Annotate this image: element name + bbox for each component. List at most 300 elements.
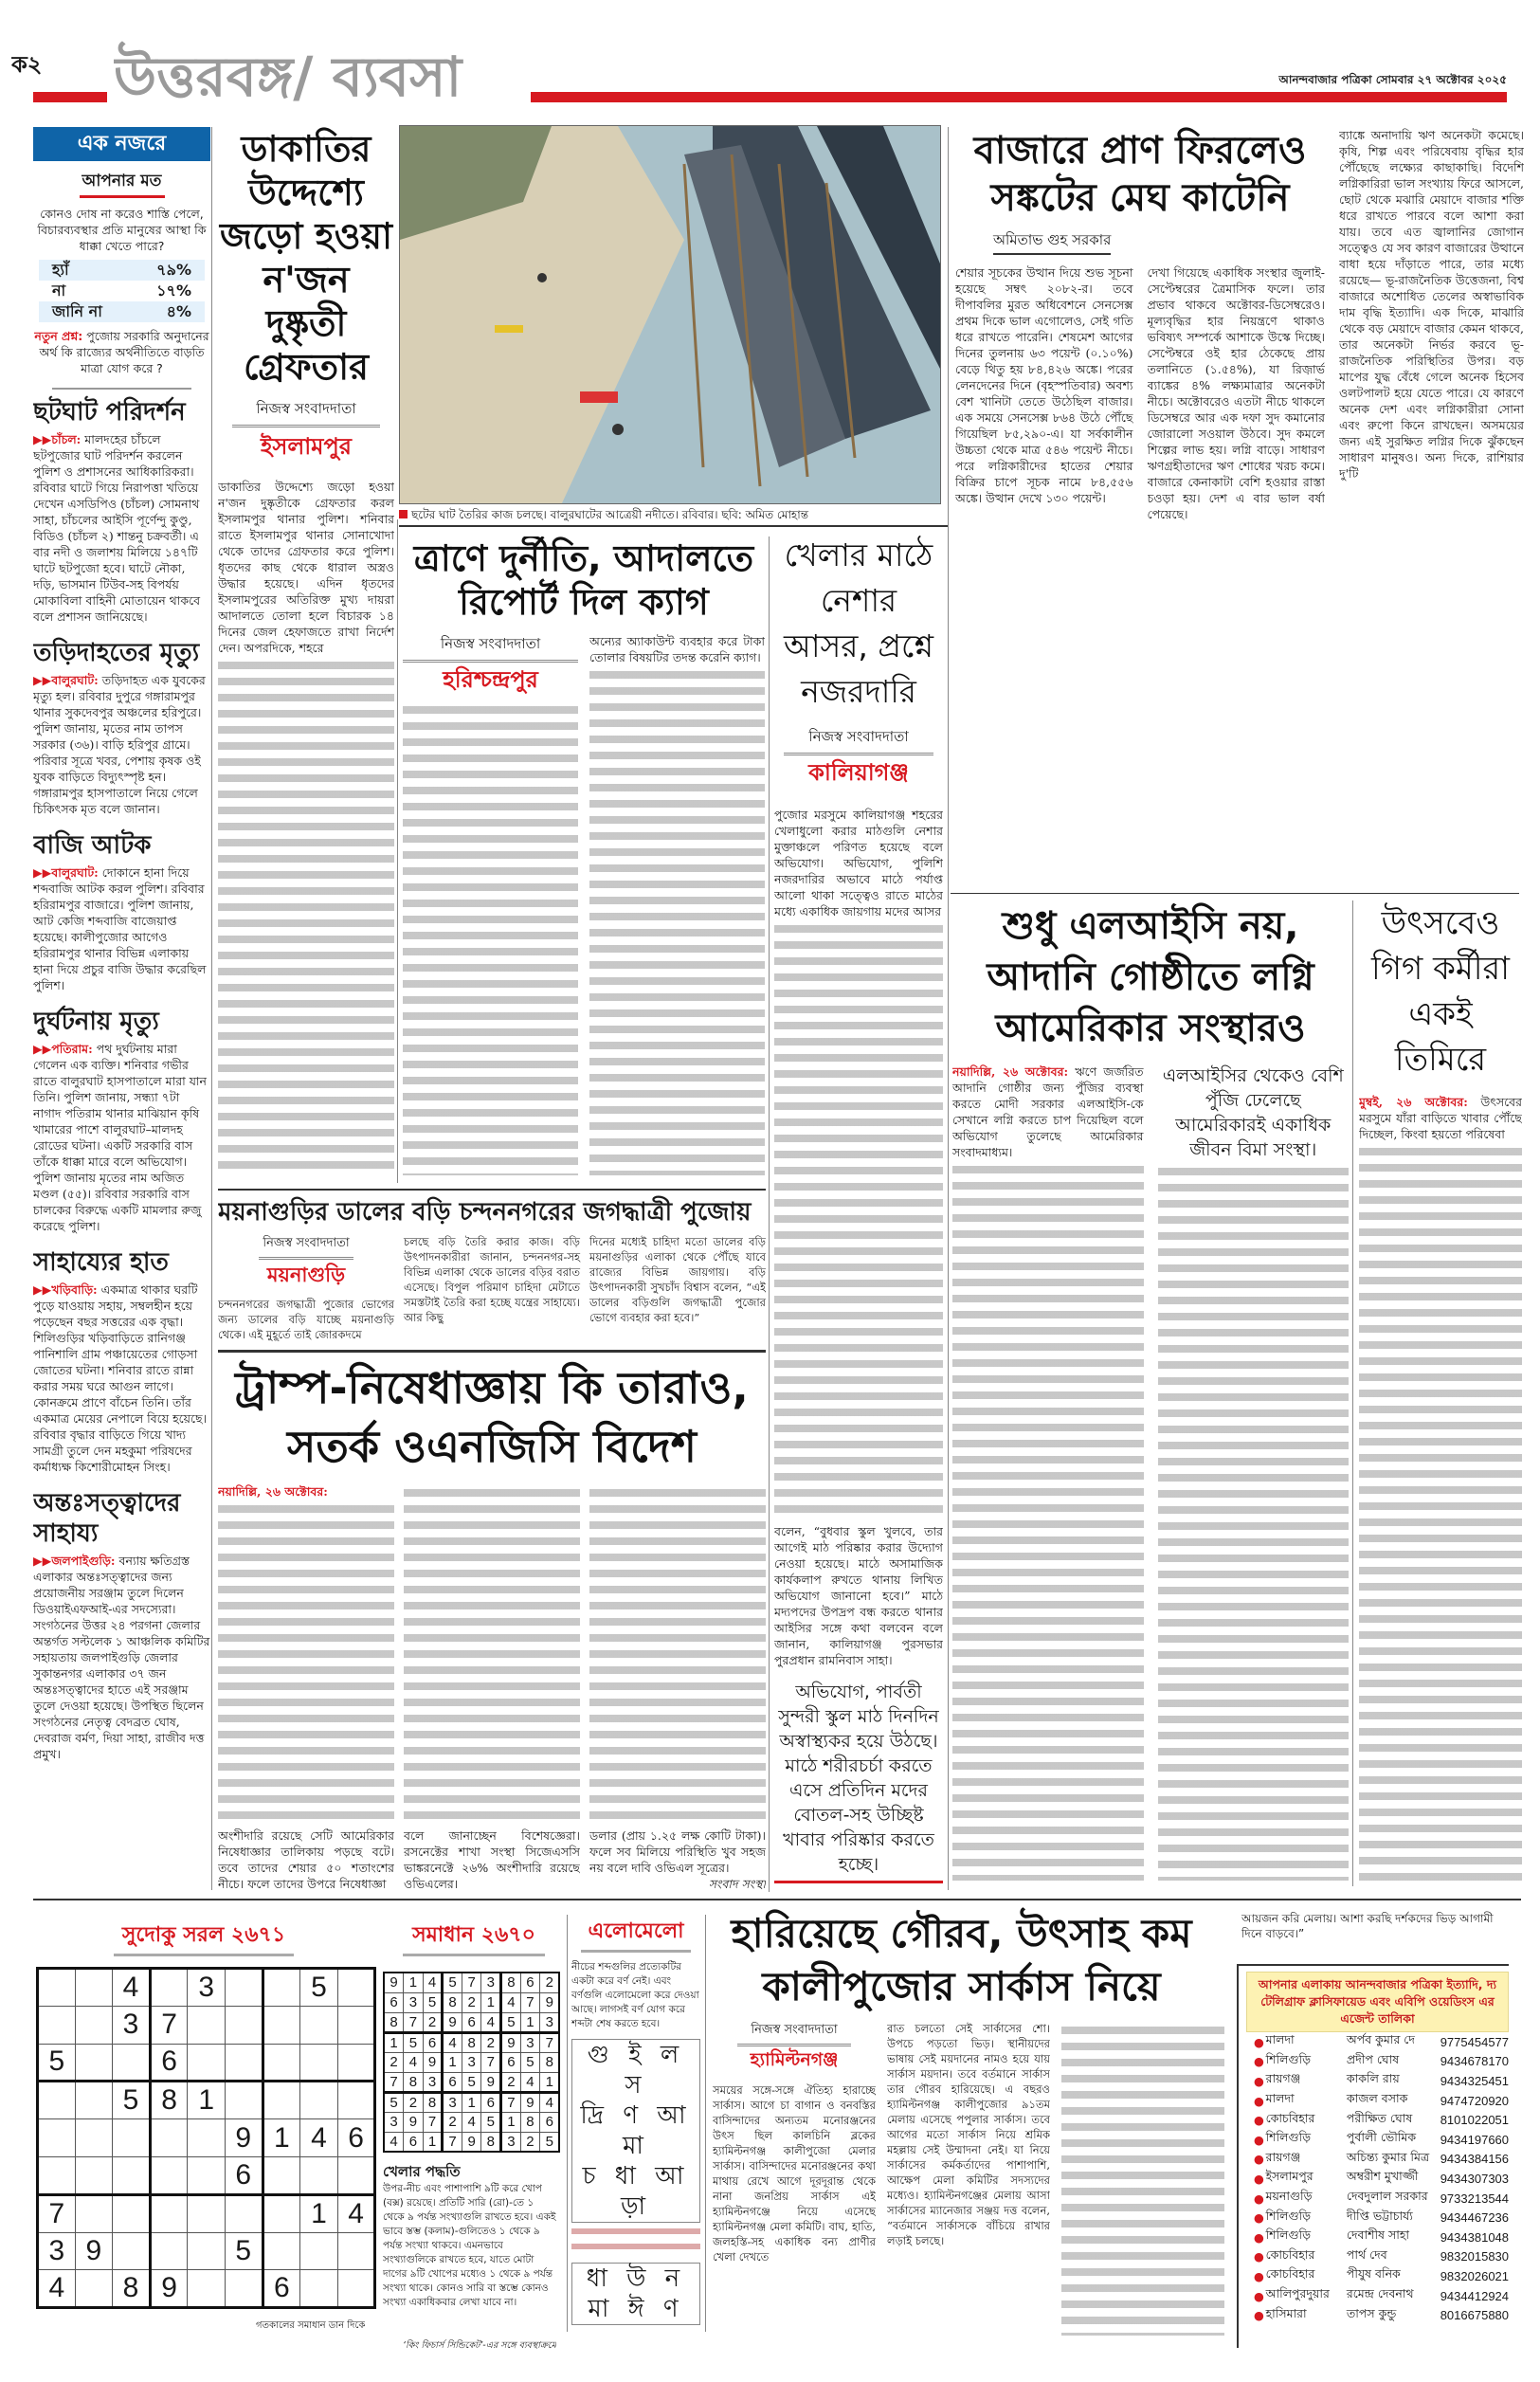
- sudoku-cell[interactable]: [150, 2232, 188, 2270]
- double-arrow-icon: ▶▶: [33, 673, 52, 687]
- agent-phone: 9434325451: [1440, 2073, 1509, 2088]
- agent-area: রায়গঞ্জ: [1265, 2071, 1301, 2086]
- double-arrow-icon: ▶▶: [33, 1554, 52, 1568]
- byline: অমিতাভ গুহ সরকার: [993, 229, 1111, 255]
- sudoku-cell[interactable]: [150, 2194, 188, 2232]
- agent-phone: 9434381048: [1440, 2229, 1509, 2245]
- dateline: আনন্দবাজার পত্রিকা সোমবার ২৭ অক্টোবর ২০২৫: [1278, 73, 1507, 86]
- solution-cell: 3: [462, 2052, 481, 2072]
- circus-story: [713, 1907, 1224, 2341]
- agent-phone: 8016675880: [1440, 2308, 1509, 2323]
- lic-text: ঋণে জর্জরিত আদানি গোষ্ঠীর জন্য পুঁজির ব্যবস্থা করতে মোদী সরকার এলআইসি-কে সেখানে লগ্নি করতে চাপ দিয়েছিল বলে অভিযোগ তুলেছে আমেরিকার সংবাদমাধ্যম।: [952, 1064, 1144, 1159]
- sudoku-cell[interactable]: [337, 2044, 375, 2082]
- sudoku-cell[interactable]: [75, 2119, 113, 2157]
- bullet-icon: ●: [1254, 2210, 1264, 2226]
- trump-columns: [218, 1483, 766, 1892]
- dacoity-headline: ডাকাতির উদ্দেশ্যে জড়ো হওয়া ন'জন দুষ্কৃতী গ্রেফতার: [220, 128, 392, 388]
- trump-col2: [404, 1483, 580, 1892]
- brief-place: খড়িবাড়ি:: [51, 1282, 98, 1297]
- solution-cell: 6: [384, 1992, 404, 2012]
- page-header: [0, 38, 1540, 118]
- sudoku-cell[interactable]: [75, 2194, 113, 2232]
- agent-row: [1246, 2071, 1509, 2091]
- agent-row: [1246, 2305, 1509, 2325]
- cag-intro: অন্যের অ্যাকাউন্ট ব্যবহার করে টাকা তোলার বিষয়টির তদন্ত করেনি ক্যাগ।: [589, 634, 765, 664]
- lower-center-column: [218, 1189, 766, 1892]
- agent-area: ইসলামপুর: [1265, 2169, 1314, 2184]
- trump-col3: [589, 1483, 766, 1892]
- byline: নিজস্ব সংবাদদাতা: [737, 2021, 851, 2046]
- rules-text: উপর-নীচ এবং পাশাপাশি ৯টি করে খোপ (বক্স) রয়েছে। প্রতিটি সারি (রো)-তে ১ থেকে ৯ পর্যন্ত সংখ্যাগুলি রাখতে হবে। একই ভাবে স্তম্ভ (কলাম)-গুলিতেও ১ থেকে ৯ পর্যন্ত সংখ্যা থাকবে। এমনভাবে সংখ্যাগুলিকে রাখতে হবে, যাতে মোটা দাগের ৯টি খোপের মধ্যেও ১ থেকে ৯ পর্যন্ত সংখ্যা থাকে। কোনও সারি বা স্তম্ভে কোনও সংখ্যা একাধিকবার লেখা যাবে না।: [383, 2183, 556, 2308]
- solution-cell: 6: [540, 2112, 560, 2132]
- section-rule: [951, 893, 1519, 894]
- caption-text: ছটের ঘাট তৈরির কাজ চলছে। বালুরঘাটের আত্রেয়ী নদীতে। রবিবার। ছবি: অমিত মোহান্ত: [411, 508, 808, 521]
- kaliaganj-story: [774, 533, 943, 1883]
- scrambled-word: গু ই ল স: [587, 2041, 685, 2100]
- agent-phone: 9434412924: [1440, 2288, 1509, 2303]
- poll-title: আপনার মত: [80, 169, 165, 198]
- column-rule: [1352, 900, 1353, 1886]
- solution-cell: 2: [462, 1992, 481, 2012]
- solution-cell: 7: [520, 1992, 540, 2012]
- sudoku-cell: 3: [188, 1969, 226, 2007]
- solution-cell: 8: [501, 1973, 521, 1992]
- sudoku-cell[interactable]: [263, 2006, 300, 2044]
- market-main: [955, 127, 1325, 887]
- column-rule: [567, 1915, 568, 2332]
- circus-byline-block: [737, 2021, 851, 2077]
- brief-items: [33, 397, 210, 1762]
- sudoku-cell[interactable]: [188, 2119, 226, 2157]
- brief-text: [33, 672, 210, 817]
- brief-body: মালদহের চাঁচলে ছটপুজোর ঘাট পরিদর্শন করলেন পুলিশ ও প্রশাসনের আধিকারিকরা। রবিবার ঘাটে গিয়ে নিরাপত্তা খতিয়ে দেখেন এসডিপিও (চাঁচল) সোমনাথ সাহা, চাঁচলের আইসি পূর্ণেন্দু কুণ্ডু, বিডিও (চাঁচল ২) শান্তনু চক্রবর্তী। এ বার নদী ও জলাশয় মিলিয়ে ১৪৭টি ঘাটে ছটপুজো হবে। ঘাটে নৌকা, দড়ি, ভাসমান টিউব-সহ বিপর্যয় মোকাবিলা বাহিনী মোতায়েন থাকবে বলে প্রশাসন জানিয়েছে।: [33, 432, 201, 624]
- dateline-place: ইসলামপুর: [260, 433, 352, 460]
- sudoku-cell: 4: [337, 2194, 375, 2232]
- solution-cell: 9: [423, 2052, 443, 2072]
- column-rule: [705, 1915, 706, 2332]
- solution-cell: 8: [423, 2092, 443, 2112]
- agent-name: তাপস কুন্ডু: [1346, 2305, 1397, 2320]
- circus-col3: [1061, 2021, 1224, 2341]
- column-rule: [397, 519, 398, 1183]
- brief-title: তড়িদাহতের মৃত্যু: [33, 639, 200, 667]
- agent-area: মালদা: [1265, 2091, 1295, 2106]
- sudoku-cell[interactable]: [75, 2082, 113, 2119]
- agent-name: দীপ্তি ভট্টাচার্য্য: [1346, 2208, 1413, 2223]
- sudoku-cell[interactable]: [337, 2006, 375, 2044]
- brief-item: [33, 397, 210, 625]
- scrambled-word: চ ধা আ ড়া: [582, 2162, 690, 2221]
- sudoku-cell: 4: [113, 1969, 151, 2007]
- brief-body: বন্যায় ক্ষতিগ্রস্ত এলাকার অন্তঃসত্ত্বাদের জন্য প্রয়োজনীয় সরঞ্জাম তুলে দিলেন ডিওয়াইএফআই-এর সদস্যেরা। সংগঠনের উত্তর ২৪ পরগনা জেলার অন্তর্গত সল্টলেক ১ আঞ্চলিক কমিটির সহায়তায় জলপাইগুড়ি জেলার সুকান্তনগর এলাকার ৩৭ জন অন্তঃসত্ত্বাদের হাতে এই সরঞ্জাম তুলে দেওয়া হয়েছে। উপস্থিত ছিলেন সংগঠনের নেতৃত্ব বেদব্রত ঘোষ, দেবরাজ বর্মণ, দিয়া সাহা, রাজীব দত্ত প্রমুখ।: [33, 1554, 210, 1761]
- agent-row: [1246, 2189, 1509, 2209]
- gig-text: উৎসবের মরসুমে যাঁরা বাড়িতে খাবার পৌঁছে দিচ্ছেল, কিংবা হয়তো পরিষেবা: [1359, 1095, 1522, 1141]
- sudoku-cell[interactable]: [113, 2044, 151, 2082]
- sudoku-cell[interactable]: [337, 2232, 375, 2270]
- sudoku-cell[interactable]: [75, 2270, 113, 2308]
- agent-row: [1246, 2150, 1509, 2170]
- sudoku-cell[interactable]: [75, 2156, 113, 2194]
- dateline: নয়াদিল্লি, ২৬ অক্টোবর:: [952, 1064, 1069, 1079]
- solution-cell: 6: [404, 2132, 424, 2152]
- solution-cell: 5: [462, 2072, 481, 2092]
- scrambled-word: মা ঈ ণ: [588, 2295, 684, 2323]
- brief-text: [33, 1041, 210, 1234]
- poll-results: [39, 260, 205, 322]
- circus-columns: [713, 2021, 1224, 2341]
- solution-cell: 8: [462, 2032, 481, 2052]
- trump-headline: ট্রাম্প-নিষেধাজ্ঞায় কি তারাও, সতর্ক ওএনজিসি বিদেশ: [235, 1362, 749, 1472]
- solution-cell: 3: [520, 2032, 540, 2052]
- circus-tail: আয়জন করি মেলায়। আশা করছি দর্শকদের ভিড় আগামী দিনে বাড়বে।”: [1241, 1912, 1494, 1940]
- sudoku-cell[interactable]: [337, 2270, 375, 2308]
- agent-row: [1246, 2266, 1509, 2286]
- agent-name: কাকলি রায়: [1346, 2071, 1400, 2086]
- sudoku-cell[interactable]: [337, 1969, 375, 2007]
- pull-quote: অভিযোগ, পার্বতী সুন্দরী স্কুল মাঠ দিনদিন অস্বাস্থ্যকর হয়ে উঠছে। মাঠে শরীরচর্চা করতে এসে প্রতিদিন মদের বোতল-সহ উচ্ছিষ্ট খাবার পরিষ্কার করতে হচ্ছে।: [774, 1680, 943, 1883]
- sudoku-cell[interactable]: [263, 2232, 300, 2270]
- sudoku-cell[interactable]: [263, 2044, 300, 2082]
- brief-item: [33, 1247, 210, 1475]
- mayna-col1-wrap: [218, 1234, 394, 1342]
- sudoku-cell[interactable]: [38, 1969, 76, 2007]
- agent-list: [1246, 2032, 1509, 2325]
- sudoku-cell[interactable]: [113, 2156, 151, 2194]
- sudoku-cell[interactable]: [113, 2194, 151, 2232]
- brief-text: [33, 1553, 210, 1762]
- sudoku-cell[interactable]: [188, 2232, 226, 2270]
- sudoku-cell[interactable]: [188, 2194, 226, 2232]
- solution-cell: 2: [501, 2072, 521, 2092]
- rules-title: খেলার পদ্ধতি: [383, 2163, 461, 2180]
- sudoku-cell[interactable]: [300, 2044, 338, 2082]
- sudoku-cell[interactable]: [225, 2006, 263, 2044]
- agent-area: শিলিগুড়ি: [1265, 2208, 1312, 2223]
- agent-name: পুর্বালী ভৌমিক: [1346, 2130, 1417, 2145]
- bullet-icon: ●: [1254, 2034, 1264, 2049]
- sudoku-cell[interactable]: [263, 2194, 300, 2232]
- sudoku-cell[interactable]: [225, 2194, 263, 2232]
- sudoku-cell: 5: [225, 2232, 263, 2270]
- double-arrow-icon: ▶▶: [33, 1042, 52, 1056]
- sudoku-cell[interactable]: [263, 2082, 300, 2119]
- mayna-byline-block: [259, 1234, 353, 1293]
- lic-headline: শুধু এলআইসি নয়, আদানি গোষ্ঠীতে লগ্নি আমেরিকার সংস্থারও: [987, 904, 1314, 1050]
- solution-cell: 3: [384, 2112, 404, 2132]
- poll-option-value: ৪%: [166, 302, 191, 320]
- bullet-icon: ●: [1254, 2073, 1264, 2088]
- brief-title: সাহায্যের হাত: [33, 1248, 169, 1277]
- poll-option: [39, 281, 205, 301]
- solution-cell: 2: [520, 2132, 540, 2152]
- solution-cell: 2: [443, 2112, 462, 2132]
- agent-area: ময়নাগুড়ি: [1265, 2189, 1313, 2204]
- bullet-icon: ●: [1254, 2171, 1264, 2186]
- agent-row: [1246, 2032, 1509, 2052]
- sudoku-cell[interactable]: [38, 2156, 76, 2194]
- byline: নিজস্ব সংবাদদাতা: [232, 398, 380, 427]
- solution-cell: 5: [481, 2112, 501, 2132]
- dateline-place: ময়নাগুড়ি: [266, 1264, 346, 1286]
- sudoku-cell[interactable]: [150, 2119, 188, 2157]
- poll-question: কোনও দোষ না করেও শাস্তি পেলে, বিচারব্যবস্থার প্রতি মানুষের আস্থা কি ধাক্কা খেতে পারে?: [37, 207, 207, 253]
- sudoku-cell[interactable]: [263, 1969, 300, 2007]
- solution-cell: 1: [540, 2072, 560, 2092]
- trump-story: [218, 1353, 766, 1892]
- agent-phone: 9733213544: [1440, 2191, 1509, 2206]
- solution-cell: 3: [443, 2092, 462, 2112]
- agent-area: হাসিমারা: [1265, 2305, 1307, 2320]
- agent-area: মালদা: [1265, 2032, 1295, 2047]
- sudoku-cell[interactable]: [38, 2119, 76, 2157]
- sudoku-cell[interactable]: [337, 2082, 375, 2119]
- solution-cell: 3: [540, 2012, 560, 2032]
- byline: নিজস্ব সংবাদদাতা: [259, 1234, 353, 1260]
- solution-cell: 4: [481, 2012, 501, 2032]
- dateline-place: কালিয়াগঞ্জ: [808, 759, 909, 786]
- trump-col1: [218, 1483, 394, 1892]
- solution-cell: 8: [540, 2052, 560, 2072]
- gig-headline: উৎসবেও গিগ কর্মীরা একই তিমিরে: [1370, 904, 1511, 1079]
- gig-story: [1359, 900, 1522, 1886]
- cag-col2: [589, 633, 765, 1181]
- divider: [52, 388, 191, 390]
- solution-cell: 9: [384, 1973, 404, 1992]
- solution-cell: 6: [423, 2032, 443, 2052]
- poll-option-label: জানি না: [52, 302, 102, 320]
- brief-body: তড়িদাহত এক যুবকের মৃত্যু হল। রবিবার দুপুরে গঙ্গারামপুর থানার সুকদেবপুর অঞ্চলের হরিপুরে। পুলিশ জানায়, মৃতের নাম তাপস সরকার (৩৬)। বাড়ি হরিপুর গ্রামে। পরিবার সূত্রে খবর, পেশায় কৃষক ওই যুবক বাড়িতে বিদ্যুৎস্পৃষ্ট হন। গঙ্গারামপুর হাসপাতালে নিয়ে গেলে চিকিৎসক মৃত বলে জানান।: [33, 673, 206, 816]
- brief-place: জলপাইগুড়ি:: [51, 1554, 116, 1568]
- sudoku-title: সুদোকু সরল ২৬৭১: [114, 1918, 294, 1956]
- sudoku-cell[interactable]: [188, 2156, 226, 2194]
- brief-item: [33, 638, 210, 817]
- alomelo-title: এলোমেলো: [581, 1915, 691, 1953]
- solution-cell: 7: [501, 2092, 521, 2112]
- agent-row: [1246, 2110, 1509, 2130]
- solution-cell: 6: [501, 2052, 521, 2072]
- byline: নিজস্ব সংবাদদাতা: [403, 633, 578, 663]
- solution-cell: 2: [423, 2012, 443, 2032]
- poll-option-value: ১৭%: [156, 282, 191, 300]
- text-column-filler: [589, 1489, 766, 1822]
- sudoku-cell: 7: [38, 2194, 76, 2232]
- sudoku-cell[interactable]: [263, 2156, 300, 2194]
- agent-row: [1246, 2286, 1509, 2306]
- solution-cell: 8: [443, 1992, 462, 2012]
- sudoku-cell[interactable]: [225, 2270, 263, 2308]
- photo-caption: [399, 507, 949, 526]
- scrambled-word: দ্রি ণ আ মা: [580, 2101, 692, 2160]
- solution-cell: 2: [540, 1973, 560, 1992]
- sudoku-cell[interactable]: [300, 2156, 338, 2194]
- double-arrow-icon: ▶▶: [33, 432, 52, 446]
- sudoku-cell: 6: [337, 2119, 375, 2157]
- agent-row: [1246, 2247, 1509, 2267]
- agent-row: [1246, 2130, 1509, 2150]
- agent-area: শিলিগুড়ি: [1265, 2227, 1312, 2243]
- solution-cell: 9: [462, 2132, 481, 2152]
- dacoity-body: ডাকাতির উদ্দেশ্যে জড়ো হওয়া ন'জন দুষ্কৃতীকে গ্রেফতার করল ইসলামপুর থানার পুলিশ। শনিবার রাতে ইসলামপুর থানার সোনাখোদা থেকে তাদের গ্রেফতার করে পুলিশ। ধৃতদের কাছ থেকে ধারাল অস্ত্রও উদ্ধার হয়েছে। এদিন ধৃতদের ইসলামপুরের অতিরিক্ত মুখ্য দায়রা আদালতে তোলা হলে বিচারক ১৪ দিনের জেল হেফাজতে রাখা নির্দেশ দেন। অপরদিকে, শহরে: [218, 480, 394, 655]
- poll-option: [39, 260, 205, 281]
- sudoku-cell[interactable]: [225, 2082, 263, 2119]
- agent-name: পরীক্ষিত ঘোষ: [1346, 2110, 1413, 2125]
- solution-cell: 1: [443, 2052, 462, 2072]
- circus-col1: সময়ের সঙ্গে-সঙ্গে ঐতিহ্য হারাচ্ছে সার্কাস। আগে চা বাগান ও বনবস্তির বাসিন্দাদের অন্যতম মনোরঞ্জনের উৎস ছিল কালচিনি ব্লকের হ্যামিল্টনগঞ্জ কালীপুজো মেলার সার্কাস। বাসিন্দাদের মনোরঞ্জনের কথা মাথায় রেখে আগে দূরদূরান্ত থেকে নানা জনপ্রিয় সার্কাস এই হ্যামিল্টনগঞ্জে নিয়ে এসেছে হ্যামিল্টনগঞ্জ মেলা কমিটি। বাঘ, হাতি, জলহস্তি-সহ একাধিক বন্য প্রাণীর খেলা দেখতে: [713, 2083, 876, 2264]
- sudoku-cell[interactable]: [188, 2270, 226, 2308]
- solution-cell: 5: [384, 2092, 404, 2112]
- mayna-headline: ময়নাগুড়ির ডালের বড়ি চন্দননগরের জগদ্ধাত্রী পুজোয়: [218, 1198, 752, 1227]
- brief-body: দোকানে হানা দিয়ে শব্দবাজি আটক করল পুলিশ। রবিবার হরিরামপুর বাজারে। পুলিশ জানায়, আট কেজি শব্দবাজি বাজেয়াপ্ত হয়েছে। কালীপুজোর আগেও হরিরামপুর থানার বিভিন্ন এলাকায় হানা দিয়ে প্রচুর বাজি উদ্ধার করেছিল পুলিশ।: [33, 865, 207, 992]
- bullet-icon: ●: [1254, 2132, 1264, 2147]
- bullet-icon: ●: [1254, 2229, 1264, 2245]
- agent-area: শিলিগুড়ি: [1265, 2051, 1312, 2066]
- cag-col1: [403, 633, 578, 1181]
- brief-title: ছটঘাট পরিদর্শন: [33, 398, 186, 427]
- caption-marker-icon: [399, 510, 408, 518]
- solution-cell: 7: [481, 2052, 501, 2072]
- sudoku-cell[interactable]: [300, 2270, 338, 2308]
- sudoku-cell[interactable]: [38, 2082, 76, 2119]
- dateline-place: হ্যামিল্টনগঞ্জ: [750, 2049, 839, 2070]
- brief-text: [33, 864, 210, 993]
- agent-area: কোচবিহার: [1265, 2266, 1315, 2282]
- agent-area: কোচবিহার: [1265, 2110, 1315, 2125]
- solution-cell: 7: [423, 2112, 443, 2132]
- dateline-place: হরিশ্চন্দ্রপুর: [443, 666, 538, 693]
- double-arrow-icon: ▶▶: [33, 865, 52, 880]
- sudoku-cell: 5: [300, 1969, 338, 2007]
- sudoku-cell[interactable]: [150, 1969, 188, 2007]
- solution-cell: 4: [501, 1992, 521, 2012]
- circus-headline: হারিয়েছে গৌরব, উৎসাহ কম কালীপুজোর সার্কাস নিয়ে: [731, 1910, 1192, 2009]
- bullet-icon: ●: [1254, 2268, 1264, 2283]
- solution-cell: 1: [384, 2032, 404, 2052]
- agent-name: দেবদুলাল সরকার: [1346, 2189, 1428, 2204]
- mayna-columns: [218, 1234, 766, 1342]
- agent-name: কাজল বসাক: [1346, 2091, 1408, 2106]
- section-rule: [399, 525, 949, 527]
- brief-body: একমাত্র থাকার ঘরটি পুড়ে যাওয়ায় সহায়, সম্বলহীন হয়ে পড়েছেন বছর সত্তরের এক বৃদ্ধা। শিলিগুড়ির খড়িবাড়িতে রানিগঞ্জ পানিশালি গ্রাম পঞ্চায়েতের গোড়সা জোতের ঘটনা। শনিবার রাতে রান্না করার সময় ঘরে আগুন লাগে। কোনক্রমে প্রাণে বাঁচেন তিনি। তাঁর একমাত্র মেয়ের নেপালে বিয়ে হয়েছে। রবিবার বৃদ্ধার বাড়িতে গিয়ে খাদ্য সামগ্রী তুলে দেন মহকুমা পরিষদের কর্মাধ্যক্ষ কিশোরীমোহন সিংহ।: [33, 1282, 208, 1474]
- sudoku-cell: 1: [300, 2194, 338, 2232]
- sudoku-cell: 7: [150, 2006, 188, 2044]
- sudoku-grid[interactable]: [36, 1967, 376, 2309]
- circus-col2: রাত চলতো সেই সার্কাসের শো। উপচে পড়তো ভিড়। স্থানীয়দের ভাষায় সেই ময়দানের নামও হয়ে যায় সার্কাস ময়দান। তবে বর্তমানে সার্কাস তার গৌরব হারিয়েছে। এ বছরও হ্যামিল্টনগঞ্জ কালীপুজোর ৯১তম মেলায় এসেছে পপুলার সার্কাস। তবে আগের মতো সার্কাস নিয়ে শ্রমিক মহল্লায় সেই উম্মাদনা নেই। যা নিয়ে সার্কাসের কর্মকর্তাদের পাশাপাশি, আক্ষেপ মেলা কমিটির সদস্যদের মধ্যেও। হ্যামিল্টনগঞ্জের মেলায় আসা সার্কাসের ম্যানেজার সঞ্জয় দত্ত বলেন, “বর্তমানে সার্কাসকে বাঁচিয়ে রাখার লড়াই চলছে।: [887, 2022, 1050, 2247]
- red-bar-left: [33, 92, 107, 102]
- text-column-filler: [1359, 1148, 1522, 1881]
- at-a-glance-column: [33, 127, 210, 1890]
- cag-story: [403, 536, 765, 1181]
- mayna-story: [218, 1191, 766, 1342]
- pull-quote: এলআইসির থেকেও বেশি পুঁজি ঢেলেছে আমেরিকারই একাধিক জীবন বিমা সংস্থা।: [1162, 1065, 1344, 1160]
- brief-text: [33, 431, 210, 625]
- brief-title: অন্তঃসত্ত্বাদের সাহায্য: [33, 1489, 181, 1548]
- trump-col1-end: অংশীদারি রয়েছে সেটি আমেরিকার নিষেধাজ্ঞার তালিকায় পড়ছে বটে। তবে তাদের শেয়ার ৫০ শতাংশের নীচে। ফলে তাদের উপরে নিষেধাজ্ঞা: [218, 1828, 394, 1891]
- sudoku-cell: 1: [263, 2119, 300, 2157]
- text-column-filler: [218, 662, 394, 1175]
- agent-area: শিলিগুড়ি: [1265, 2130, 1312, 2145]
- sudoku-cell[interactable]: [75, 1969, 113, 2007]
- red-bar-right: [531, 92, 1507, 102]
- sudoku-cell[interactable]: [38, 2006, 76, 2044]
- news-photo: [399, 125, 941, 504]
- bullet-icon: ●: [1254, 2113, 1264, 2128]
- brief-place: পতিরাম:: [51, 1042, 93, 1056]
- agent-phone: 9832015830: [1440, 2249, 1509, 2264]
- chhath-ghat-photo: [400, 126, 941, 504]
- sudoku-cell[interactable]: [113, 2119, 151, 2157]
- sudoku-cell[interactable]: [225, 1969, 263, 2007]
- sudoku-cell[interactable]: [300, 2082, 338, 2119]
- solution-cell: 4: [423, 1973, 443, 1992]
- agent-row: [1246, 2052, 1509, 2072]
- brief-title: বাজি আটক: [33, 831, 152, 860]
- sudoku-cell: 9: [75, 2232, 113, 2270]
- sudoku-cell[interactable]: [300, 2006, 338, 2044]
- agent-name: অর্পব কুমার দে: [1346, 2032, 1415, 2047]
- agent-row: [1246, 2169, 1509, 2189]
- market-story: [955, 127, 1524, 887]
- dateline: মুম্বই, ২৬ অক্টোবর:: [1359, 1095, 1468, 1109]
- sudoku-cell[interactable]: [300, 2232, 338, 2270]
- sudoku-cell: 4: [300, 2119, 338, 2157]
- sudoku-cell: 9: [225, 2119, 263, 2157]
- agent-list-box: [1237, 1964, 1509, 2348]
- cag-headline: ত্রাণে দুর্নীতি, আদালতে রিপোর্ট দিল ক্যাগ: [413, 537, 754, 623]
- mayna-col2: চলছে বড়ি তৈরি করার কাজ। বড়ি উৎপাদনকারীরা জানান, চন্দননগর-সহ বিভিন্ন এলাকা থেকে ডালের বড়ির বরাত এসেছে। বিপুল পরিমাণ চাহিদা মেটাতে সমস্তটাই তৈরি করা হচ্ছে যন্ত্রের সাহায্যে। আর কিছু: [404, 1235, 580, 1324]
- solution-cell: 4: [384, 2132, 404, 2152]
- agent-name: প্রদীপ ঘোষ: [1346, 2051, 1400, 2066]
- trump-lead: [218, 1483, 394, 1500]
- solution-cell: 4: [462, 2112, 481, 2132]
- text-column-filler: [589, 671, 765, 1175]
- column-rule: [211, 127, 212, 1890]
- agent-name: অচিন্ত্য কুমার মিত্র: [1346, 2149, 1430, 2164]
- solution-title: সমাধান ২৬৭০: [403, 1918, 545, 1956]
- scrambled-word: ধা উ ন: [586, 2264, 686, 2293]
- alomelo-intro: নীচের শব্দগুলির প্রত্যেকটির একটা করে বর্ণ নেই। এবং বর্ণগুলি এলোমেলো করে দেওয়া আছে। লাগসই বর্ণ যোগ করে শব্দটা শেষ করতে হবে।: [571, 1961, 699, 2029]
- sudoku-cell[interactable]: [225, 2044, 263, 2082]
- agent-phone: 9434467236: [1440, 2210, 1509, 2226]
- section-rule: [33, 1899, 1521, 1900]
- sudoku-cell[interactable]: [75, 2044, 113, 2082]
- text-column-filler: [218, 1505, 394, 1822]
- market-columns: [955, 264, 1325, 887]
- sudoku-cell[interactable]: [75, 2006, 113, 2044]
- lic-col1: [952, 1064, 1144, 1886]
- gig-body: [1359, 1094, 1522, 1142]
- sudoku-cell[interactable]: [150, 2156, 188, 2194]
- sudoku-cell[interactable]: [188, 2006, 226, 2044]
- trump-col2-end: বলে জানাচ্ছেন বিশেষজ্ঞেরা। রসনেক্টের শাখা সংস্থা সিজেএসসি ভাঙ্করনেক্টে ২৬% অংশীদারি রয়েছে ওভিএলের।: [404, 1828, 580, 1891]
- text-column-filler: [952, 1166, 1144, 1881]
- column-rule: [769, 536, 770, 1892]
- solution-cell: 9: [540, 1992, 560, 2012]
- sudoku-footer: গতকালের সমাধান ডান দিকে: [256, 2320, 366, 2331]
- agent-phone: 9434307303: [1440, 2171, 1509, 2186]
- sudoku-cell: 5: [38, 2044, 76, 2082]
- sudoku-cell[interactable]: [337, 2156, 375, 2194]
- solution-cell: 3: [501, 2132, 521, 2152]
- sudoku-cell[interactable]: [188, 2044, 226, 2082]
- solution-cell: 1: [501, 2112, 521, 2132]
- solution-cell: 7: [540, 2032, 560, 2052]
- sudoku-cell[interactable]: [113, 2232, 151, 2270]
- trump-end: [589, 1827, 766, 1892]
- solution-cell: 1: [462, 2092, 481, 2112]
- sudoku-cell: 6: [263, 2270, 300, 2308]
- at-a-glance-title: এক নজরে: [33, 127, 210, 161]
- solution-cell: 5: [520, 2052, 540, 2072]
